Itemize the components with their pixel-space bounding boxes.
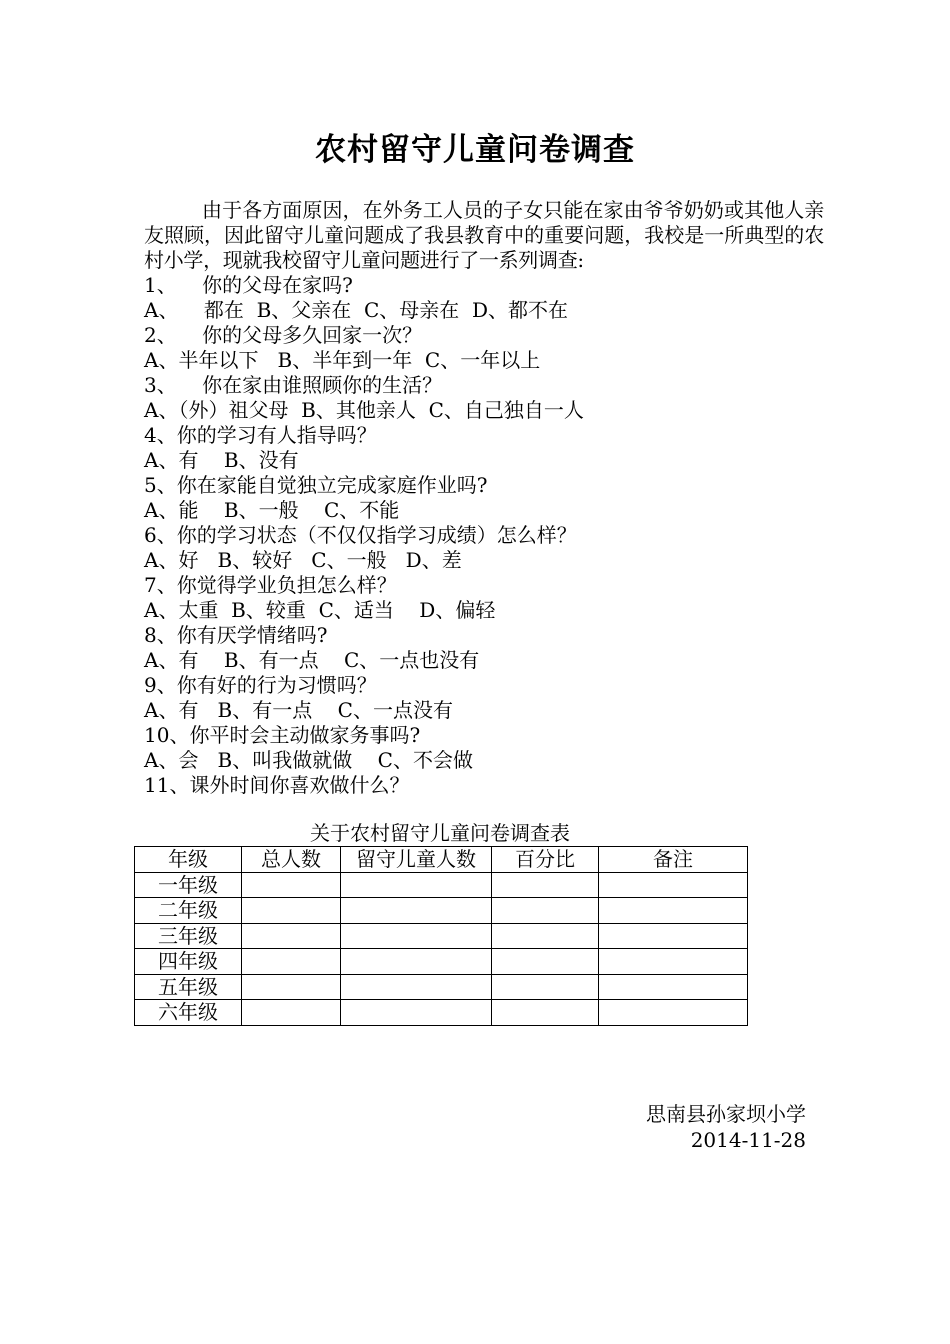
table-cell [341, 872, 492, 898]
answer-options-9: A、有 B、有一点 C、一点没有 [144, 698, 453, 722]
table-cell [599, 872, 748, 898]
table-cell [341, 949, 492, 975]
answer-options-8: A、有 B、有一点 C、一点也没有 [144, 648, 480, 672]
question-9: 9、你有好的行为习惯吗？ [144, 673, 377, 697]
table-cell [341, 1000, 492, 1026]
grade-cell: 一年级 [135, 872, 242, 898]
answer-options-4: A、有 B、没有 [144, 448, 299, 472]
question-7: 7、你觉得学业负担怎么样？ [144, 573, 397, 597]
signature-block [646, 1101, 806, 1153]
table-cell [492, 898, 599, 924]
header-total: 总人数 [242, 847, 341, 873]
survey-body [144, 198, 824, 798]
answer-options-1: A、 都在 B、父亲在 C、母亲在 D、都不在 [144, 298, 569, 322]
question-3: 3、 你在家由谁照顾你的生活？ [144, 373, 443, 397]
table-row [135, 974, 748, 1000]
table-cell [341, 923, 492, 949]
table-cell [599, 949, 748, 975]
question-4: 4、你的学习有人指导吗？ [144, 423, 377, 447]
table-cell [242, 872, 341, 898]
answer-options-3: A、（外）祖父母 B、其他亲人 C、自己独自一人 [144, 398, 584, 422]
header-percentage: 百分比 [492, 847, 599, 873]
grade-cell: 三年级 [135, 923, 242, 949]
document-title: 农村留守儿童问卷调查 [315, 132, 635, 168]
header-left-behind-count: 留守儿童人数 [341, 847, 492, 873]
answer-options-5: A、能 B、一般 C、不能 [144, 498, 400, 522]
grade-cell: 四年级 [135, 949, 242, 975]
table-row [135, 898, 748, 924]
table-cell [242, 974, 341, 1000]
grade-cell: 五年级 [135, 974, 242, 1000]
answer-options-6: A、好 B、较好 C、一般 D、差 [144, 548, 462, 572]
table-cell [492, 974, 599, 1000]
survey-table [134, 846, 748, 1026]
table-cell [242, 898, 341, 924]
table-row [135, 949, 748, 975]
grade-cell: 二年级 [135, 898, 242, 924]
answer-options-10: A、会 B、叫我做就做 C、不会做 [144, 748, 473, 772]
table-cell [341, 898, 492, 924]
table-cell [492, 923, 599, 949]
header-grade: 年级 [135, 847, 242, 873]
intro-paragraph: 由于各方面原因，在外务工人员的子女只能在家由爷爷奶奶或其他人亲友照顾，因此留守儿童问题成了我县教育中的重要问题，我校是一所典型的农村小学，现就我校留守儿童问题进行了一系列调查: [144, 198, 824, 272]
table-row [135, 923, 748, 949]
table-cell [599, 923, 748, 949]
table-cell [242, 949, 341, 975]
school-name: 思南县孙家坝小学 [646, 1102, 806, 1126]
question-8: 8、你有厌学情绪吗? [144, 623, 328, 647]
table-cell [599, 898, 748, 924]
signature-date: 2014-11-28 [690, 1128, 806, 1152]
answer-options-7: A、太重 B、较重 C、适当 D、偏轻 [144, 598, 496, 622]
table-header-row [135, 847, 748, 873]
table-row [135, 1000, 748, 1026]
question-1: 1、 你的父母在家吗? [144, 273, 353, 297]
question-5: 5、你在家能自觉独立完成家庭作业吗? [144, 473, 488, 497]
header-remarks: 备注 [599, 847, 748, 873]
table-cell [492, 1000, 599, 1026]
table-cell [341, 974, 492, 1000]
answer-options-2: A、半年以下 B、半年到一年 C、一年以上 [144, 348, 541, 372]
table-cell [492, 949, 599, 975]
grade-cell: 六年级 [135, 1000, 242, 1026]
table-cell [599, 1000, 748, 1026]
question-10: 10、你平时会主动做家务事吗? [144, 723, 421, 747]
table-caption: 关于农村留守儿童问卷调查表 [310, 821, 570, 845]
question-6: 6、你的学习状态（不仅仅指学习成绩）怎么样？ [144, 523, 577, 547]
question-2: 2、 你的父母多久回家一次？ [144, 323, 423, 347]
question-11: 11、课外时间你喜欢做什么？ [144, 773, 410, 797]
table-row [135, 872, 748, 898]
table-cell [492, 872, 599, 898]
table-cell [599, 974, 748, 1000]
table-cell [242, 923, 341, 949]
table-cell [242, 1000, 341, 1026]
